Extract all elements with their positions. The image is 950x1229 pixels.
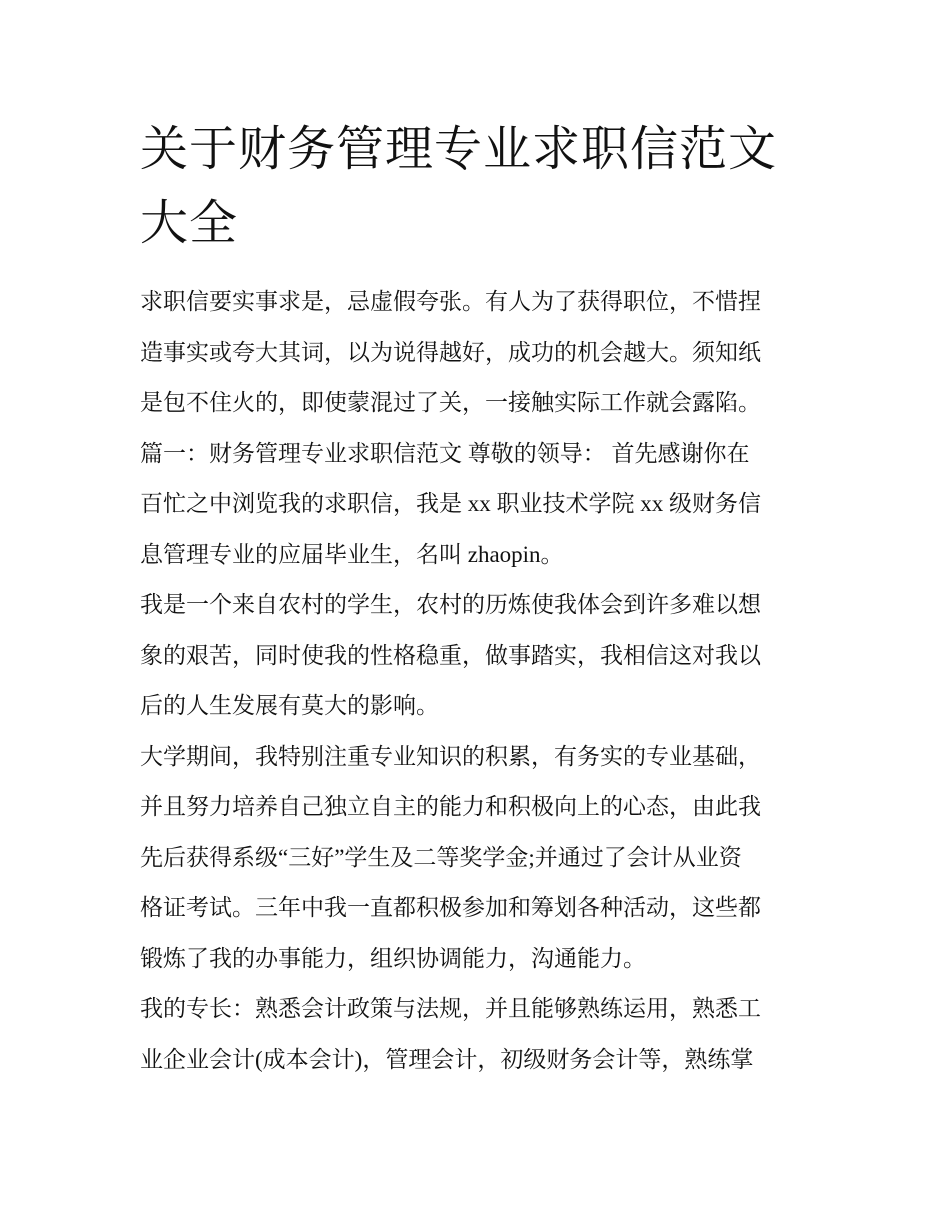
document-body [140, 277, 816, 1085]
document-title [140, 112, 820, 260]
text-line: 我是一个来自农村的学生，农村的历炼使我体会到许多难以想 [140, 592, 761, 617]
paragraph-university [140, 732, 816, 985]
paragraph-background [140, 580, 816, 732]
text-line: 是包不住火的，即使蒙混过了关，一接触实际工作就会露陷。 [140, 390, 761, 415]
text-line: 象的艰苦，同时使我的性格稳重，做事踏实，我相信这对我以 [140, 642, 761, 668]
paragraph-intro [140, 277, 816, 580]
text-line: 格证考试。三年中我一直都积极参加和筹划各种活动，这些都 [140, 895, 761, 920]
text-line: 求职信要实事求是，忌虚假夸张。有人为了获得职位，不惜捏 [140, 289, 761, 314]
text-line: 并且努力培养自己独立自主的能力和积极向上的心态，由此我 [140, 794, 761, 819]
text-line: 业企业会计(成本会计)，管理会计，初级财务会计等，熟练掌 [140, 1046, 754, 1072]
text-line: 我的专长：熟悉会计政策与法规，并且能够熟练运用，熟悉工 [140, 996, 761, 1021]
title-line: 关于财务管理专业求职信范文 [140, 121, 778, 177]
text-line: 百忙之中浏览我的求职信，我是 xx 职业技术学院 xx 级财务信 [140, 491, 761, 516]
text-line: 大学期间，我特别注重专业知识的积累，有务实的专业基础， [140, 743, 761, 769]
title-line: 大全 [140, 195, 239, 251]
paragraph-skills [140, 984, 816, 1085]
text-line: 锻炼了我的办事能力，组织协调能力，沟通能力。 [140, 945, 646, 971]
text-line: 篇一：财务管理专业求职信范文 尊敬的领导： 首先感谢你在 [140, 440, 750, 466]
text-line: 造事实或夸大其词，以为说得越好，成功的机会越大。须知纸 [140, 339, 761, 365]
text-line: 先后获得系级“三好”学生及二等奖学金;并通过了会计从业资 [140, 844, 742, 870]
text-line: 息管理专业的应届毕业生，名叫 zhaopin。 [140, 541, 564, 567]
text-line: 后的人生发展有莫大的影响。 [140, 693, 439, 718]
